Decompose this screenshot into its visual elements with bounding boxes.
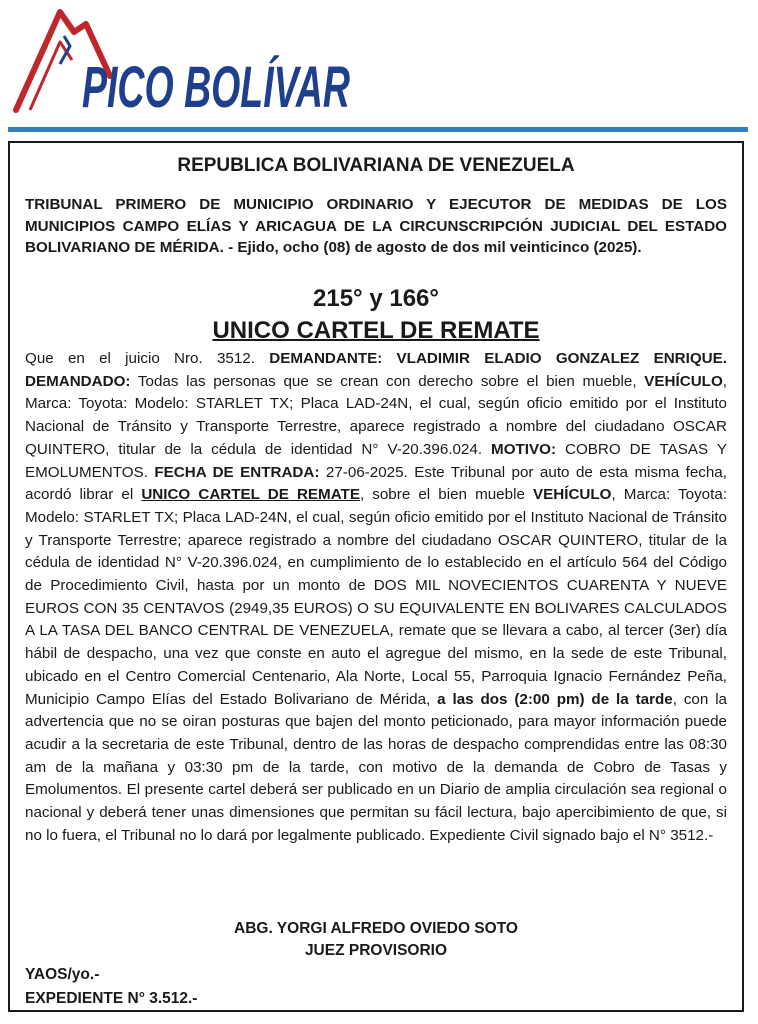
- body-bold-run: a las dos (2:00 pm) de la tarde: [437, 690, 673, 708]
- logo-wordmark: PICO BOLÍVAR: [82, 55, 351, 120]
- country-heading: REPUBLICA BOLIVARIANA DE VENEZUELA: [177, 155, 575, 176]
- body-run: Todas las personas que se crean con derecho sobre el bien mueble,: [130, 372, 645, 390]
- body-bold-run: DEMANDANTE: VLADIMIR ELADIO GONZALEZ ENRIQUE. DEMANDADO:: [25, 350, 728, 390]
- body-run: Que en el juicio Nro. 3512.: [25, 350, 270, 367]
- body-run: , Marca: Toyota: Modelo: STARLET TX; Placa LAD-24N, el cual, según oficio emitido por el Instituto Nacional de Tránsito y Transporte Terrestre; aparece registrado a nombre del ciudadano OSCAR QUINTERO, titular de la cédula de identidad N° V-20.396.024, en cumplimiento de lo establecido en el artículo 564 del Código de Procedimiento Civil, hasta por un monto de DOS MIL NOVECIENTOS CUARENTA Y NUEVE EUROS CON 35 CENTAVOS (2949,35 EUROS) O SU EQUIVALENTE EN BOLIVARES CALCULADOS A LA TASA DEL BANCO CENTRAL DE VENEZUELA, remate que se llevara a cabo, al tercer (3er) día hábil de despacho, una vez que conste en auto el agregue del mismo, en la sede de este Tribunal, ubicado en el Centro Comercial Centenario, Ala Norte, Local 55, Parroquia Ignacio Fernández Peña, Municipio Campo Elías del Estado Bolivariano de Mérida,: [25, 486, 728, 708]
- body-run: , sobre el bien mueble: [359, 486, 533, 504]
- document-frame: [8, 141, 744, 1012]
- body-bold-run: VEHÍCULO: [644, 372, 723, 390]
- initials: YAOS/yo.-: [25, 966, 100, 983]
- signer-name: ABG. YORGI ALFREDO OVIEDO SOTO: [234, 920, 518, 937]
- body-bold-run: UNICO CARTEL DE REMATE: [141, 486, 360, 504]
- body-bold-run: FECHA DE ENTRADA:: [154, 463, 320, 481]
- body-bold-run: VEHÍCULO: [533, 486, 612, 504]
- header-rule: [8, 127, 748, 132]
- cartel-body: [25, 348, 727, 847]
- cartel-title: UNICO CARTEL DE REMATE: [212, 317, 540, 344]
- tribunal-heading: TRIBUNAL PRIMERO DE MUNICIPIO ORDINARIO Y EJECUTOR DE MEDIDAS DE LOS MUNICIPIOS CAMPO ELÍAS Y ARICAGUA DE LA CIRCUNSCRIPCIÓN JUDICIAL DEL ESTADO BOLIVARIANO DE MÉRIDA. - Ejido, ocho (08) de agosto de dos mil veinticinco (2025).: [25, 196, 727, 256]
- expediente-number: EXPEDIENTE N° 3.512.-: [25, 990, 198, 1007]
- body-bold-run: MOTIVO:: [491, 440, 557, 458]
- signer-title: JUEZ PROVISORIO: [304, 942, 448, 959]
- mountain-logo-icon: [12, 6, 357, 118]
- body-run: , con la advertencia que no se oiran posturas que bajen del monto peticionado, para mayor información puede acudir a la secretaria de este Tribunal, dentro de las horas de despacho comprendidas entre las 08:30 am de la mañana y 03:30 pm de la tarde, con motivo de la demanda de Cobro de Tasas y Emolumentos. El presente cartel deberá ser publicado en un Diario de amplia circulación sea regional o nacional y deberá tener unas dimensiones que permitan su fácil lectura, bajo apercibimiento de que, si no lo fuera, el Tribunal no lo dará por legalmente publicado. Expediente Civil signado bajo el N° 3512.-: [25, 690, 728, 844]
- body-run: , Marca: Toyota: Modelo: STARLET TX; Placa LAD-24N, el cual, según oficio emitido por el Instituto Nacional de Tránsito y Transporte Terrestre, aparece registrado a nombre del ciudadano OSCAR QUINTERO, titular de la cédula de identidad N° V-20.396.024.: [25, 372, 727, 458]
- body-run: 27-06-2025. Este Tribunal por auto de esta misma fecha, acordó librar el: [25, 463, 727, 504]
- pico-bolivar-logo: [12, 6, 357, 118]
- year-reference: 215° y 166°: [313, 285, 439, 312]
- body-run: COBRO DE TASAS Y EMOLUMENTOS.: [25, 440, 728, 481]
